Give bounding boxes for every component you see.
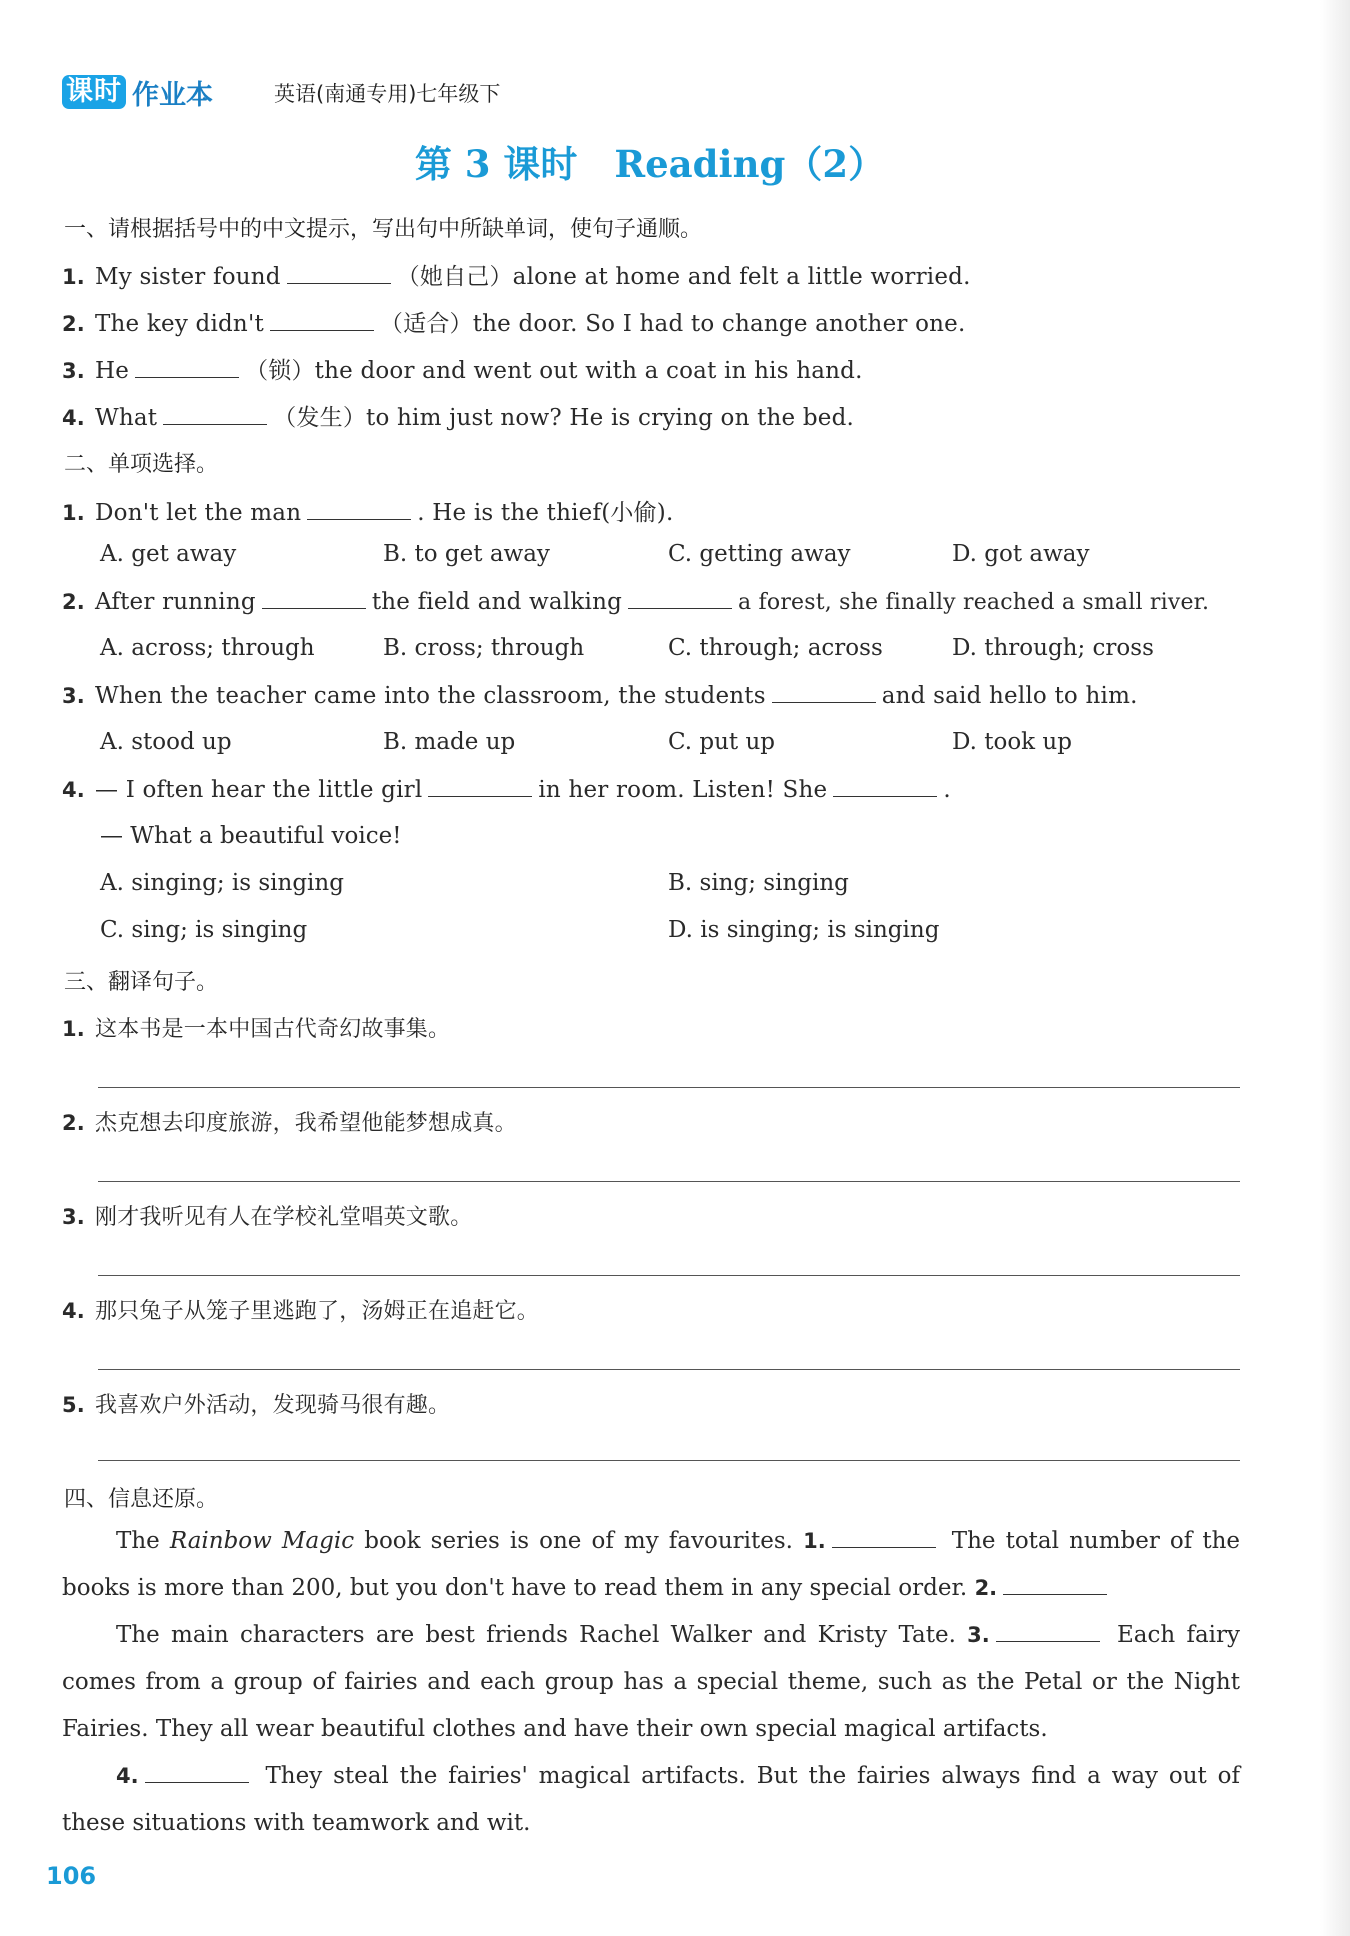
blank-number: 1.	[803, 1529, 826, 1553]
lesson-title: 第 3 课时 Reading（2）	[414, 142, 886, 186]
option-c[interactable]: C. through; across	[668, 635, 883, 661]
option-a[interactable]: A. get away	[100, 541, 237, 567]
s2-question-1	[62, 494, 673, 527]
answer-blank[interactable]	[307, 499, 411, 520]
option-c[interactable]: C. sing; is singing	[100, 917, 308, 943]
option-d[interactable]: D. got away	[952, 541, 1090, 567]
section4-heading: 四、信息还原。	[64, 1487, 219, 1512]
option-b[interactable]: B. cross; through	[383, 635, 585, 661]
s2-question-3	[62, 682, 1138, 709]
answer-blank[interactable]	[428, 776, 532, 797]
option-a[interactable]: A. across; through	[100, 635, 315, 661]
answer-line[interactable]	[98, 1275, 1240, 1276]
question-text-before: Don't let the man	[95, 500, 302, 526]
answer-blank[interactable]	[270, 310, 374, 331]
s2-question-2	[62, 588, 1209, 615]
question-text-mid: in her room. Listen! She	[538, 777, 828, 803]
blank-number: 4.	[116, 1764, 139, 1788]
question-number: 4.	[62, 406, 85, 430]
option-b[interactable]: B. sing; singing	[668, 870, 849, 896]
question-number: 2.	[62, 1111, 85, 1135]
answer-blank[interactable]	[628, 588, 732, 609]
answer-blank[interactable]	[833, 776, 937, 797]
passage-text: Each fairy comes from a group of fairies and each group has a special theme, such as the Petal or the Night Fairies. They all wear beautiful clothes and have their own special magical artifacts.	[62, 1622, 1241, 1742]
s2-question-4	[62, 776, 951, 803]
answer-blank[interactable]	[163, 404, 267, 425]
question-number: 3.	[62, 1205, 85, 1229]
answer-blank[interactable]	[135, 357, 239, 378]
s1-question-2	[62, 305, 965, 338]
option-a[interactable]: A. stood up	[100, 729, 232, 755]
answer-blank[interactable]	[262, 588, 366, 609]
blank-number: 3.	[967, 1623, 990, 1647]
answer-blank[interactable]	[1003, 1574, 1107, 1595]
answer-line[interactable]	[98, 1087, 1240, 1088]
page-number: 106	[46, 1862, 97, 1890]
question-text-after: （发生）to him just now? He is crying on the bed.	[273, 405, 855, 431]
s1-question-4	[62, 399, 854, 432]
section3-heading: 三、翻译句子。	[64, 970, 219, 995]
book-title: Rainbow Magic	[169, 1528, 355, 1554]
page-edge-shadow	[1320, 0, 1350, 1936]
blank-number: 2.	[974, 1576, 998, 1600]
question-number: 3.	[62, 359, 85, 383]
option-b[interactable]: B. to get away	[383, 541, 550, 567]
passage-text: book series is one of my favourites.	[364, 1528, 793, 1554]
option-c[interactable]: C. put up	[668, 729, 776, 755]
passage-text: The main characters are best friends Rachel Walker and Kristy Tate.	[116, 1622, 956, 1648]
answer-blank[interactable]	[145, 1762, 249, 1783]
passage-paragraph-3	[62, 1753, 1240, 1847]
question-text-before: After running	[95, 589, 256, 615]
passage-text: The	[116, 1528, 160, 1554]
subject-label: 英语(南通专用)七年级下	[274, 82, 501, 106]
question-number: 1.	[62, 1017, 85, 1041]
s1-question-1	[62, 258, 971, 291]
option-d[interactable]: D. is singing; is singing	[668, 917, 940, 943]
brand-header	[62, 72, 213, 112]
section2-heading: 二、单项选择。	[64, 452, 219, 477]
question-number: 3.	[62, 684, 85, 708]
answer-line[interactable]	[98, 1460, 1240, 1461]
passage-text: The total number of the books is more than 200, but you don't have to read them in any special order.	[62, 1528, 1241, 1601]
question-text-mid: the field and walking	[371, 589, 623, 615]
option-b[interactable]: B. made up	[383, 729, 516, 755]
brand-name: 作业本	[132, 79, 213, 111]
passage-paragraph-1	[62, 1518, 1240, 1612]
question-text-after: . He is the thief(小偷).	[417, 500, 674, 526]
s3-question-3	[62, 1200, 472, 1231]
s1-question-3	[62, 352, 863, 385]
question-text-after: .	[943, 777, 951, 803]
question-number: 4.	[62, 778, 85, 802]
answer-line[interactable]	[98, 1369, 1240, 1370]
option-d[interactable]: D. through; cross	[952, 635, 1154, 661]
passage-paragraph-2	[62, 1612, 1240, 1753]
question-text-before: When the teacher came into the classroom, the students	[95, 683, 766, 709]
brand-logo: 课时	[62, 75, 126, 109]
chinese-sentence: 这本书是一本中国古代奇幻故事集。	[95, 1017, 451, 1042]
answer-blank[interactable]	[287, 263, 391, 284]
question-text-before: The key didn't	[95, 311, 264, 337]
chinese-sentence: 杰克想去印度旅游，我希望他能梦想成真。	[95, 1111, 517, 1136]
answer-blank[interactable]	[996, 1621, 1100, 1642]
question-text-after: （锁）the door and went out with a coat in his hand.	[245, 358, 863, 384]
s3-question-5	[62, 1388, 450, 1419]
s3-question-2	[62, 1106, 517, 1137]
question-text-before: He	[95, 358, 130, 384]
question-text-before: — I often hear the little girl	[95, 777, 423, 803]
question-number: 2.	[62, 590, 85, 614]
option-d[interactable]: D. took up	[952, 729, 1072, 755]
dialogue-reply: — What a beautiful voice!	[100, 823, 402, 849]
option-c[interactable]: C. getting away	[668, 541, 851, 567]
chinese-sentence: 那只兔子从笼子里逃跑了，汤姆正在追赶它。	[95, 1299, 540, 1324]
question-text-after: a forest, she finally reached a small river.	[738, 590, 1210, 615]
answer-blank[interactable]	[772, 682, 876, 703]
answer-blank[interactable]	[832, 1527, 936, 1548]
s3-question-1	[62, 1012, 450, 1043]
question-text-after: （适合）the door. So I had to change another one.	[379, 311, 966, 337]
question-text-before: My sister found	[95, 264, 281, 290]
passage	[62, 1518, 1240, 1847]
question-number: 1.	[62, 265, 85, 289]
answer-line[interactable]	[98, 1181, 1240, 1182]
question-number: 4.	[62, 1299, 85, 1323]
question-text-after: and said hello to him.	[881, 683, 1138, 709]
question-text-before: What	[95, 405, 158, 431]
chinese-sentence: 刚才我听见有人在学校礼堂唱英文歌。	[95, 1205, 473, 1230]
question-number: 2.	[62, 312, 85, 336]
question-number: 1.	[62, 501, 85, 525]
s3-question-4	[62, 1294, 539, 1325]
question-number: 5.	[62, 1393, 85, 1417]
option-a[interactable]: A. singing; is singing	[100, 870, 344, 896]
passage-text: They steal the fairies' magical artifacts. But the fairies always find a way out of these situations with teamwork and wit.	[62, 1763, 1240, 1836]
section1-heading: 一、请根据括号中的中文提示，写出句中所缺单词，使句子通顺。	[64, 217, 703, 242]
question-text-after: （她自己）alone at home and felt a little worried.	[396, 264, 971, 290]
chinese-sentence: 我喜欢户外活动，发现骑马很有趣。	[95, 1393, 451, 1418]
